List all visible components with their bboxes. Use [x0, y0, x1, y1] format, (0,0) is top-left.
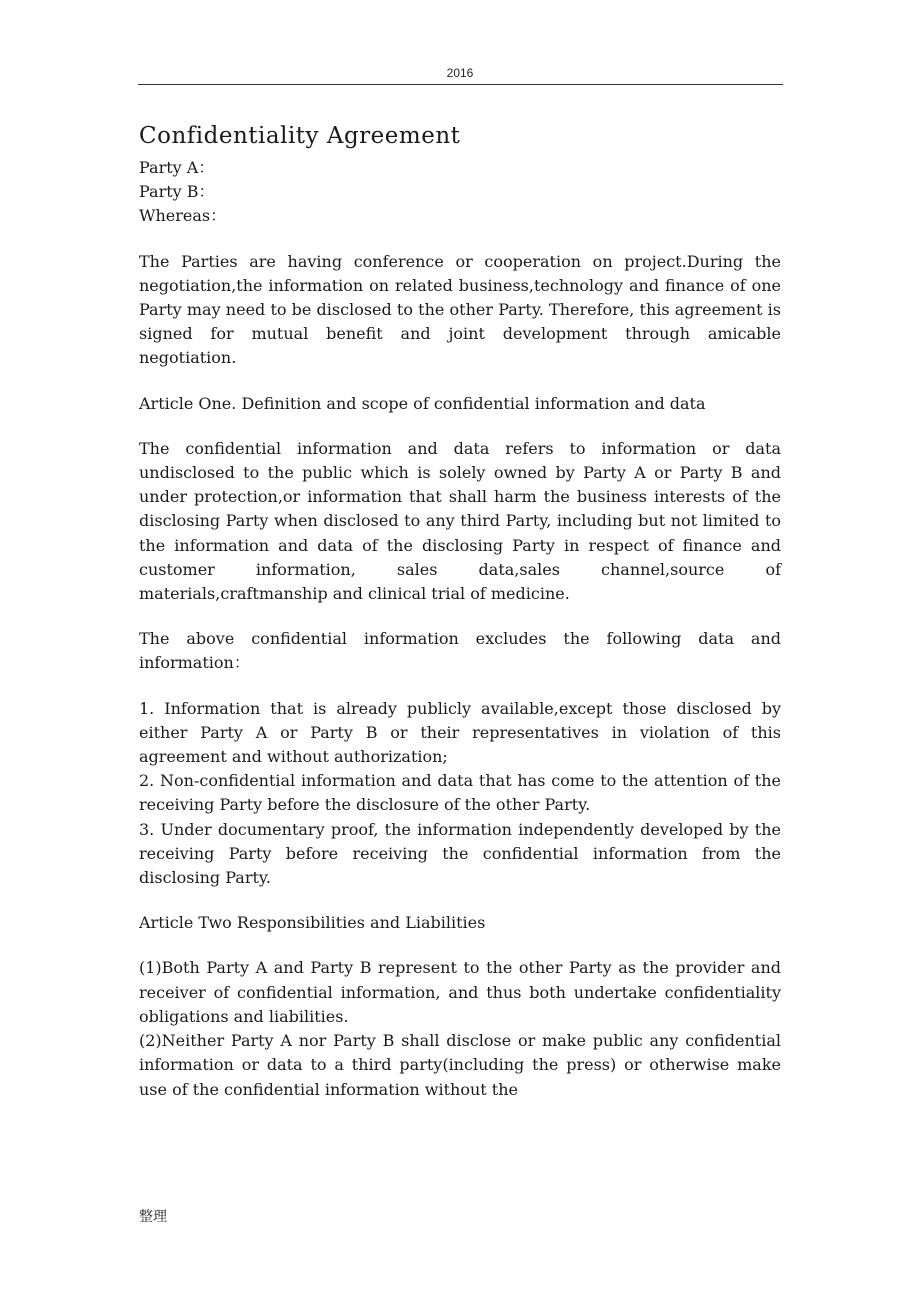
header-divider: [138, 84, 783, 85]
exclusion-item: 2. Non-confidential information and data that has come to the attention of the receiving Party before the disclosure of the other Party.: [139, 771, 781, 815]
spacer: [139, 371, 781, 392]
party-b-line: Party B：: [139, 182, 215, 202]
spacer: [139, 416, 781, 437]
spacer: [139, 676, 781, 697]
spacer: [139, 890, 781, 911]
header-year: 2016: [446, 66, 474, 80]
article-one-body: The confidential information and data refers to information or data undisclosed to the public which is solely owned by Party A or Party B and under protection,or information that shall harm the business interests of the disclosing Party when disclosed to any third Party, including but not limited to the information and data of the disclosing Party in respect of finance and customer information, sales data,sales channel,source of materials,craftmanship and clinical trial of medicine.: [139, 438, 781, 604]
article-one-heading: Article One. Definition and scope of confidential information and data: [139, 393, 706, 413]
exclusion-item: 3. Under documentary proof, the information independently developed by the receiving Party before receiving the confidential information from the disclosing Party.: [139, 819, 781, 888]
intro-paragraph: The Parties are having conference or cooperation on project.During the negotiation,the information on related business,technology and finance of one Party may need to be disclosed to the other Party. Therefore, this agreement is signed for mutual benefit and joint development through amicable negotiation.: [139, 251, 781, 368]
article-two-item: (2)Neither Party A nor Party B shall disclose or make public any confidential information or data to a third party(including the press) or otherwise make use of the confidential information without the: [139, 1031, 781, 1099]
exclusions-intro: The above confidential information excludes the following data and information：: [139, 629, 781, 673]
document-body: [139, 120, 781, 1102]
article-two-item: (1)Both Party A and Party B represent to the other Party as the provider and receiver of confidential information, and thus both undertake confidentiality obligations and liabilities.: [139, 958, 781, 1026]
spacer: [139, 606, 781, 627]
document-title: Confidentiality Agreement: [139, 123, 461, 149]
article-two-heading: Article Two Responsibilities and Liabilities: [139, 913, 486, 933]
spacer: [139, 229, 781, 250]
exclusion-item: 1. Information that is already publicly available,except those disclosed by either Party A or Party B or their representatives in violation of this agreement and without authorization;: [139, 698, 781, 767]
spacer: [139, 935, 781, 956]
party-a-line: Party A：: [139, 158, 215, 177]
whereas-line: Whereas：: [139, 206, 227, 226]
footer-note: 整理: [139, 1209, 167, 1225]
